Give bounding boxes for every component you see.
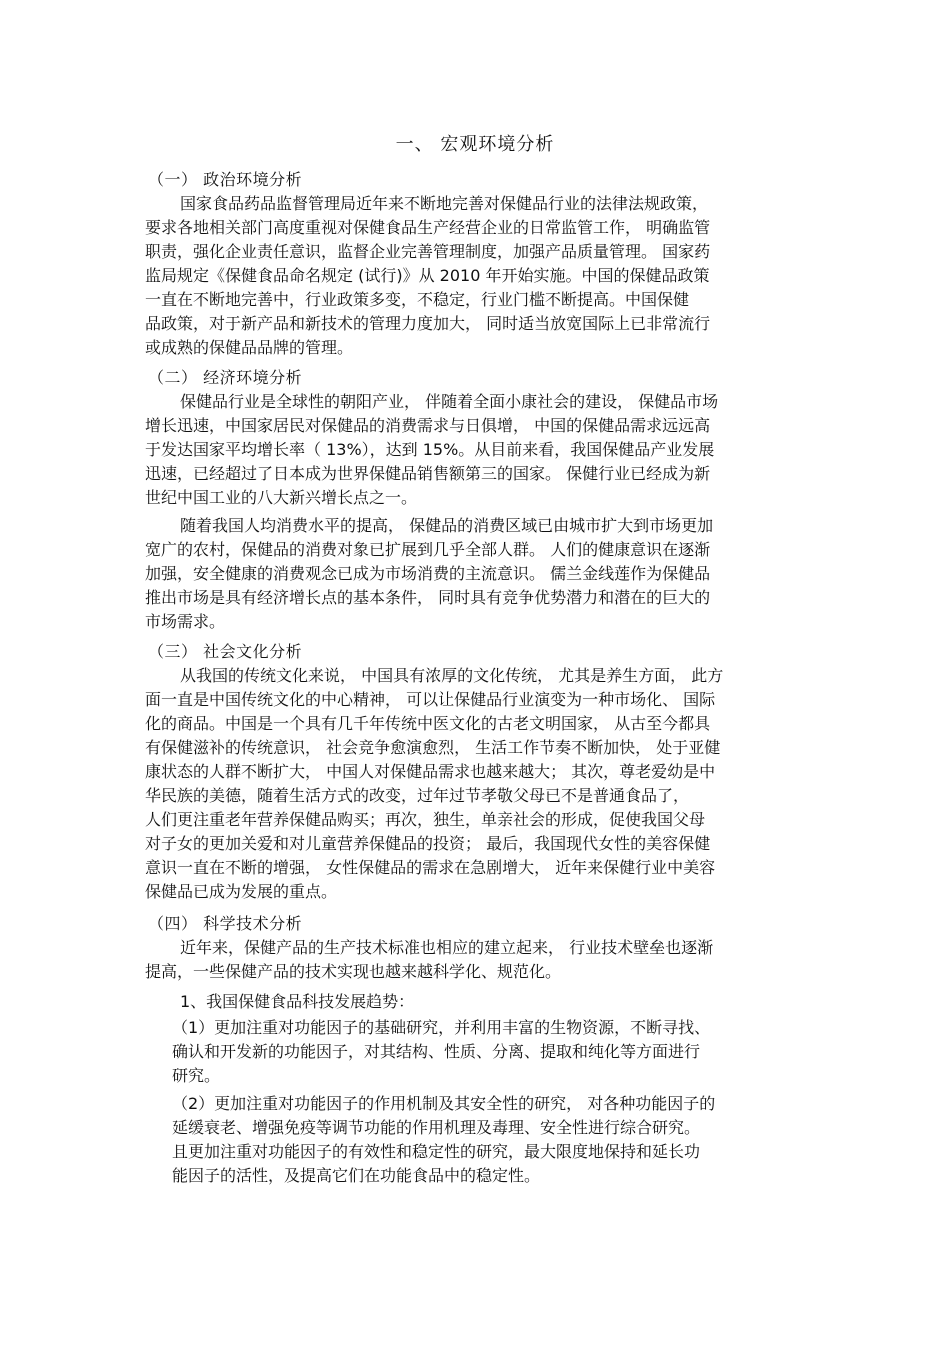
paragraph-line: 随着我国人均消费水平的提高， 保健品的消费区域已由城市扩大到市场更加 (180, 516, 714, 535)
list-item-line: （2）更加注重对功能因子的作用机制及其安全性的研究， 对各种功能因子的 (172, 1094, 716, 1113)
paragraph-line: 市场需求。 (145, 612, 226, 631)
paragraph-line: 面一直是中国传统文化的中心精神， 可以让保健品行业演变为一种市场化、 国际 (145, 690, 716, 709)
paragraph-line: 监局规定《保健食品命名规定 (试行)》从 2010 年开始实施。中国的保健品政策 (145, 266, 710, 285)
paragraph-line: 要求各地相关部门高度重视对保健食品生产经营企业的日常监管工作， 明确监管 (145, 218, 711, 237)
paragraph-line: 近年来，保健产品的生产技术标准也相应的建立起来， 行业技术壁垒也逐渐 (180, 938, 714, 957)
paragraph-line: 保健品行业是全球性的朝阳产业， 伴随着全面小康社会的建设， 保健品市场 (180, 392, 719, 411)
paragraph-line: 或成熟的保健品品牌的管理。 (145, 338, 354, 357)
list-item-line: 研究。 (172, 1066, 221, 1085)
paragraph-line: 对子女的更加关爱和对儿童营养保健品的投资； 最后，我国现代女性的美容保健 (145, 834, 711, 853)
paragraph-line: 品政策，对于新产品和新技术的管理力度加大， 同时适当放宽国际上已非常流行 (145, 314, 711, 333)
list-item-line: （1）更加注重对功能因子的基础研究，并利用丰富的生物资源，不断寻找、 (172, 1018, 711, 1037)
paragraph-line: 化的商品。中国是一个具有几千年传统中医文化的古老文明国家， 从古至今都具 (145, 714, 711, 733)
paragraph-line: 宽广的农村，保健品的消费对象已扩展到几乎全部人群。 人们的健康意识在逐渐 (145, 540, 711, 559)
paragraph-line: 意识一直在不断的增强， 女性保健品的需求在急剧增大， 近年来保健行业中美容 (145, 858, 716, 877)
section-heading-economic: （二） 经济环境分析 (148, 368, 303, 387)
paragraph-line: 提高，一些保健产品的技术实现也越来越科学化、规范化。 (145, 962, 562, 981)
list-item-line: 能因子的活性，及提高它们在功能食品中的稳定性。 (172, 1166, 541, 1185)
section-heading-social: （三） 社会文化分析 (148, 642, 303, 661)
paragraph-line: 迅速，已经超过了日本成为世界保健品销售额第三的国家。 保健行业已经成为新 (145, 464, 711, 483)
paragraph-line: 加强，安全健康的消费观念已成为市场消费的主流意识。 儒兰金线莲作为保健品 (145, 564, 711, 583)
paragraph-line: 于发达国家平均增长率（ 13%），达到 15%。从目前来看，我国保健品产业发展 (145, 440, 715, 459)
paragraph-line: 保健品已成为发展的重点。 (145, 882, 338, 901)
paragraph-line: 增长迅速，中国家居民对保健品的消费需求与日俱增， 中国的保健品需求远远高 (145, 416, 711, 435)
paragraph-line: 推出市场是具有经济增长点的基本条件， 同时具有竞争优势潜力和潜在的巨大的 (145, 588, 711, 607)
page-title: 一、 宏观环境分析 (395, 134, 555, 155)
section-heading-technology: （四） 科学技术分析 (148, 914, 303, 933)
paragraph-line: 人们更注重老年营养保健品购买；再次，独生，单亲社会的形成，促使我国父母 (145, 810, 706, 829)
subheading-line: 1、我国保健食品科技发展趋势： (180, 992, 415, 1011)
paragraph-line: 从我国的传统文化来说， 中国具有浓厚的文化传统， 尤其是养生方面， 此方 (180, 666, 724, 685)
paragraph-line: 华民族的美德，随着生活方式的改变，过年过节孝敬父母已不是普通食品了， (145, 786, 690, 805)
list-item-line: 且更加注重对功能因子的有效性和稳定性的研究，最大限度地保持和延长功 (172, 1142, 701, 1161)
paragraph-line: 职责，强化企业责任意识，监督企业完善管理制度，加强产品质量管理。 国家药 (145, 242, 711, 261)
paragraph-line: 一直在不断地完善中，行业政策多变，不稳定，行业门槛不断提高。中国保健 (145, 290, 690, 309)
paragraph-line: 有保健滋补的传统意识， 社会竞争愈演愈烈， 生活工作节奏不断加快， 处于亚健 (145, 738, 721, 757)
paragraph-line: 康状态的人群不断扩大， 中国人对保健品需求也越来越大； 其次，尊老爱幼是中 (145, 762, 716, 781)
list-item-line: 确认和开发新的功能因子，对其结构、性质、分离、提取和纯化等方面进行 (172, 1042, 701, 1061)
list-item-line: 延缓衰老、增强免疫等调节功能的作用机理及毒理、安全性进行综合研究。 (172, 1118, 701, 1137)
paragraph-line: 世纪中国工业的八大新兴增长点之一。 (145, 488, 418, 507)
paragraph-line: 国家食品药品监督管理局近年来不断地完善对保健品行业的法律法规政策， (180, 194, 709, 213)
section-heading-political: （一） 政治环境分析 (148, 170, 303, 189)
